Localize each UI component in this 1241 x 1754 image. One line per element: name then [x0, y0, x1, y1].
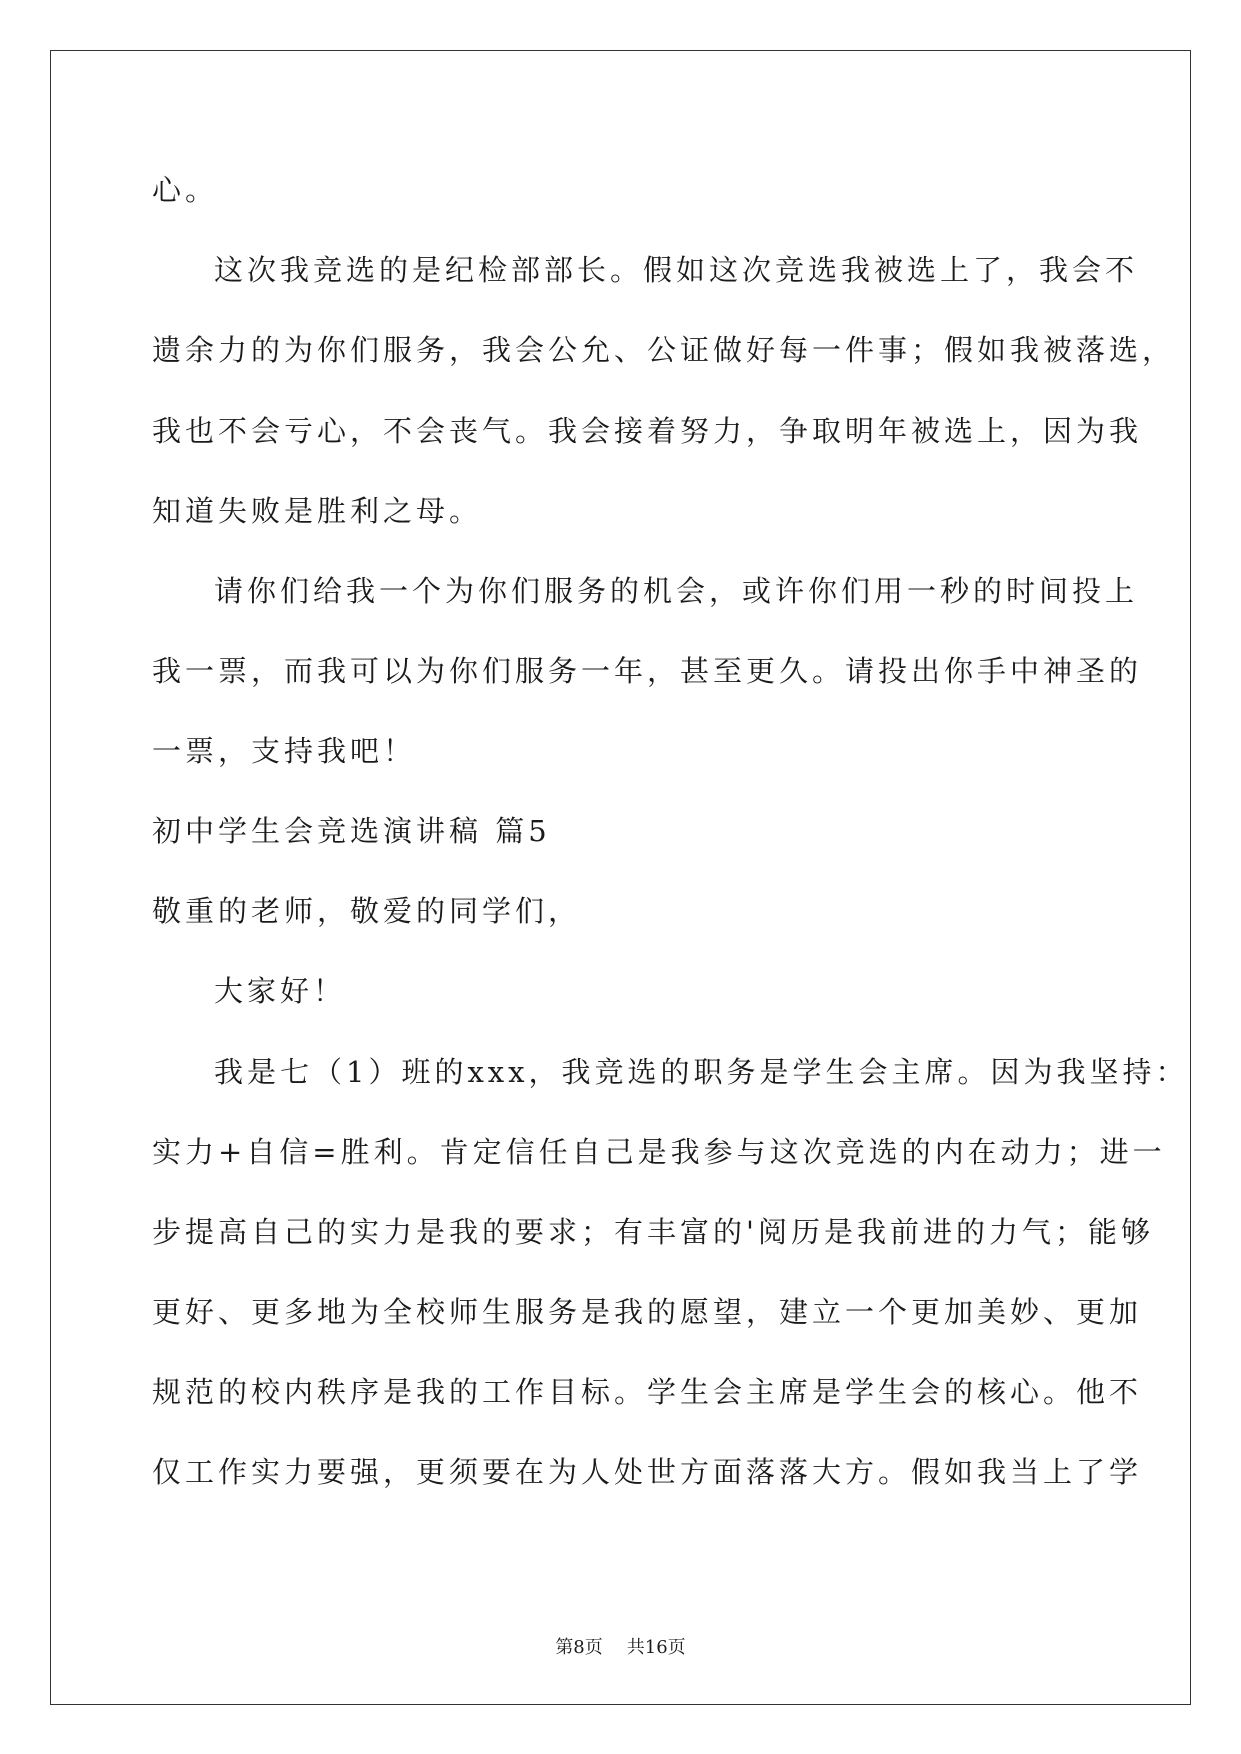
text-line: 请你们给我一个为你们服务的机会，或许你们用一秒的时间投上	[214, 574, 1139, 608]
text-line: 我也不会亏心，不会丧气。我会接着努力，争取明年被选上，因为我	[152, 414, 1143, 448]
page-number: 第8页	[555, 1637, 603, 1658]
text-line: 更好、更多地为全校师生服务是我的愿望，建立一个更加美妙、更加	[152, 1295, 1143, 1329]
text-line: 我是七（1）班的xxx，我竞选的职务是学生会主席。因为我坚持：	[214, 1055, 1189, 1089]
text-line: 这次我竞选的是纪检部部长。假如这次竞选我被选上了，我会不	[214, 253, 1139, 287]
text-line: 步提高自己的实力是我的要求；有丰富的'阅历是我前进的力气；能够	[152, 1215, 1154, 1249]
text-line: 仅工作实力要强，更须要在为人处世方面落落大方。假如我当上了学	[152, 1455, 1143, 1489]
salutation: 敬重的老师，敬爱的同学们，	[152, 894, 582, 928]
text-line: 我一票，而我可以为你们服务一年，甚至更久。请投出你手中神圣的	[152, 654, 1143, 688]
text-line: 一票，支持我吧！	[152, 734, 417, 768]
page-footer	[0, 1633, 1241, 1659]
text-line: 心。	[152, 173, 219, 207]
text-line: 遗余力的为你们服务，我会公允、公证做好每一件事；假如我被落选，	[152, 333, 1176, 367]
text-line: 实力+自信=胜利。肯定信任自己是我参与这次竞选的内在动力；进一	[152, 1135, 1166, 1169]
text-line: 规范的校内秩序是我的工作目标。学生会主席是学生会的核心。他不	[152, 1375, 1143, 1409]
page-total: 共16页	[626, 1637, 686, 1658]
section-heading: 初中学生会竞选演讲稿 篇5	[152, 814, 551, 848]
text-line: 知道失败是胜利之母。	[152, 494, 483, 528]
greeting: 大家好！	[214, 974, 347, 1008]
